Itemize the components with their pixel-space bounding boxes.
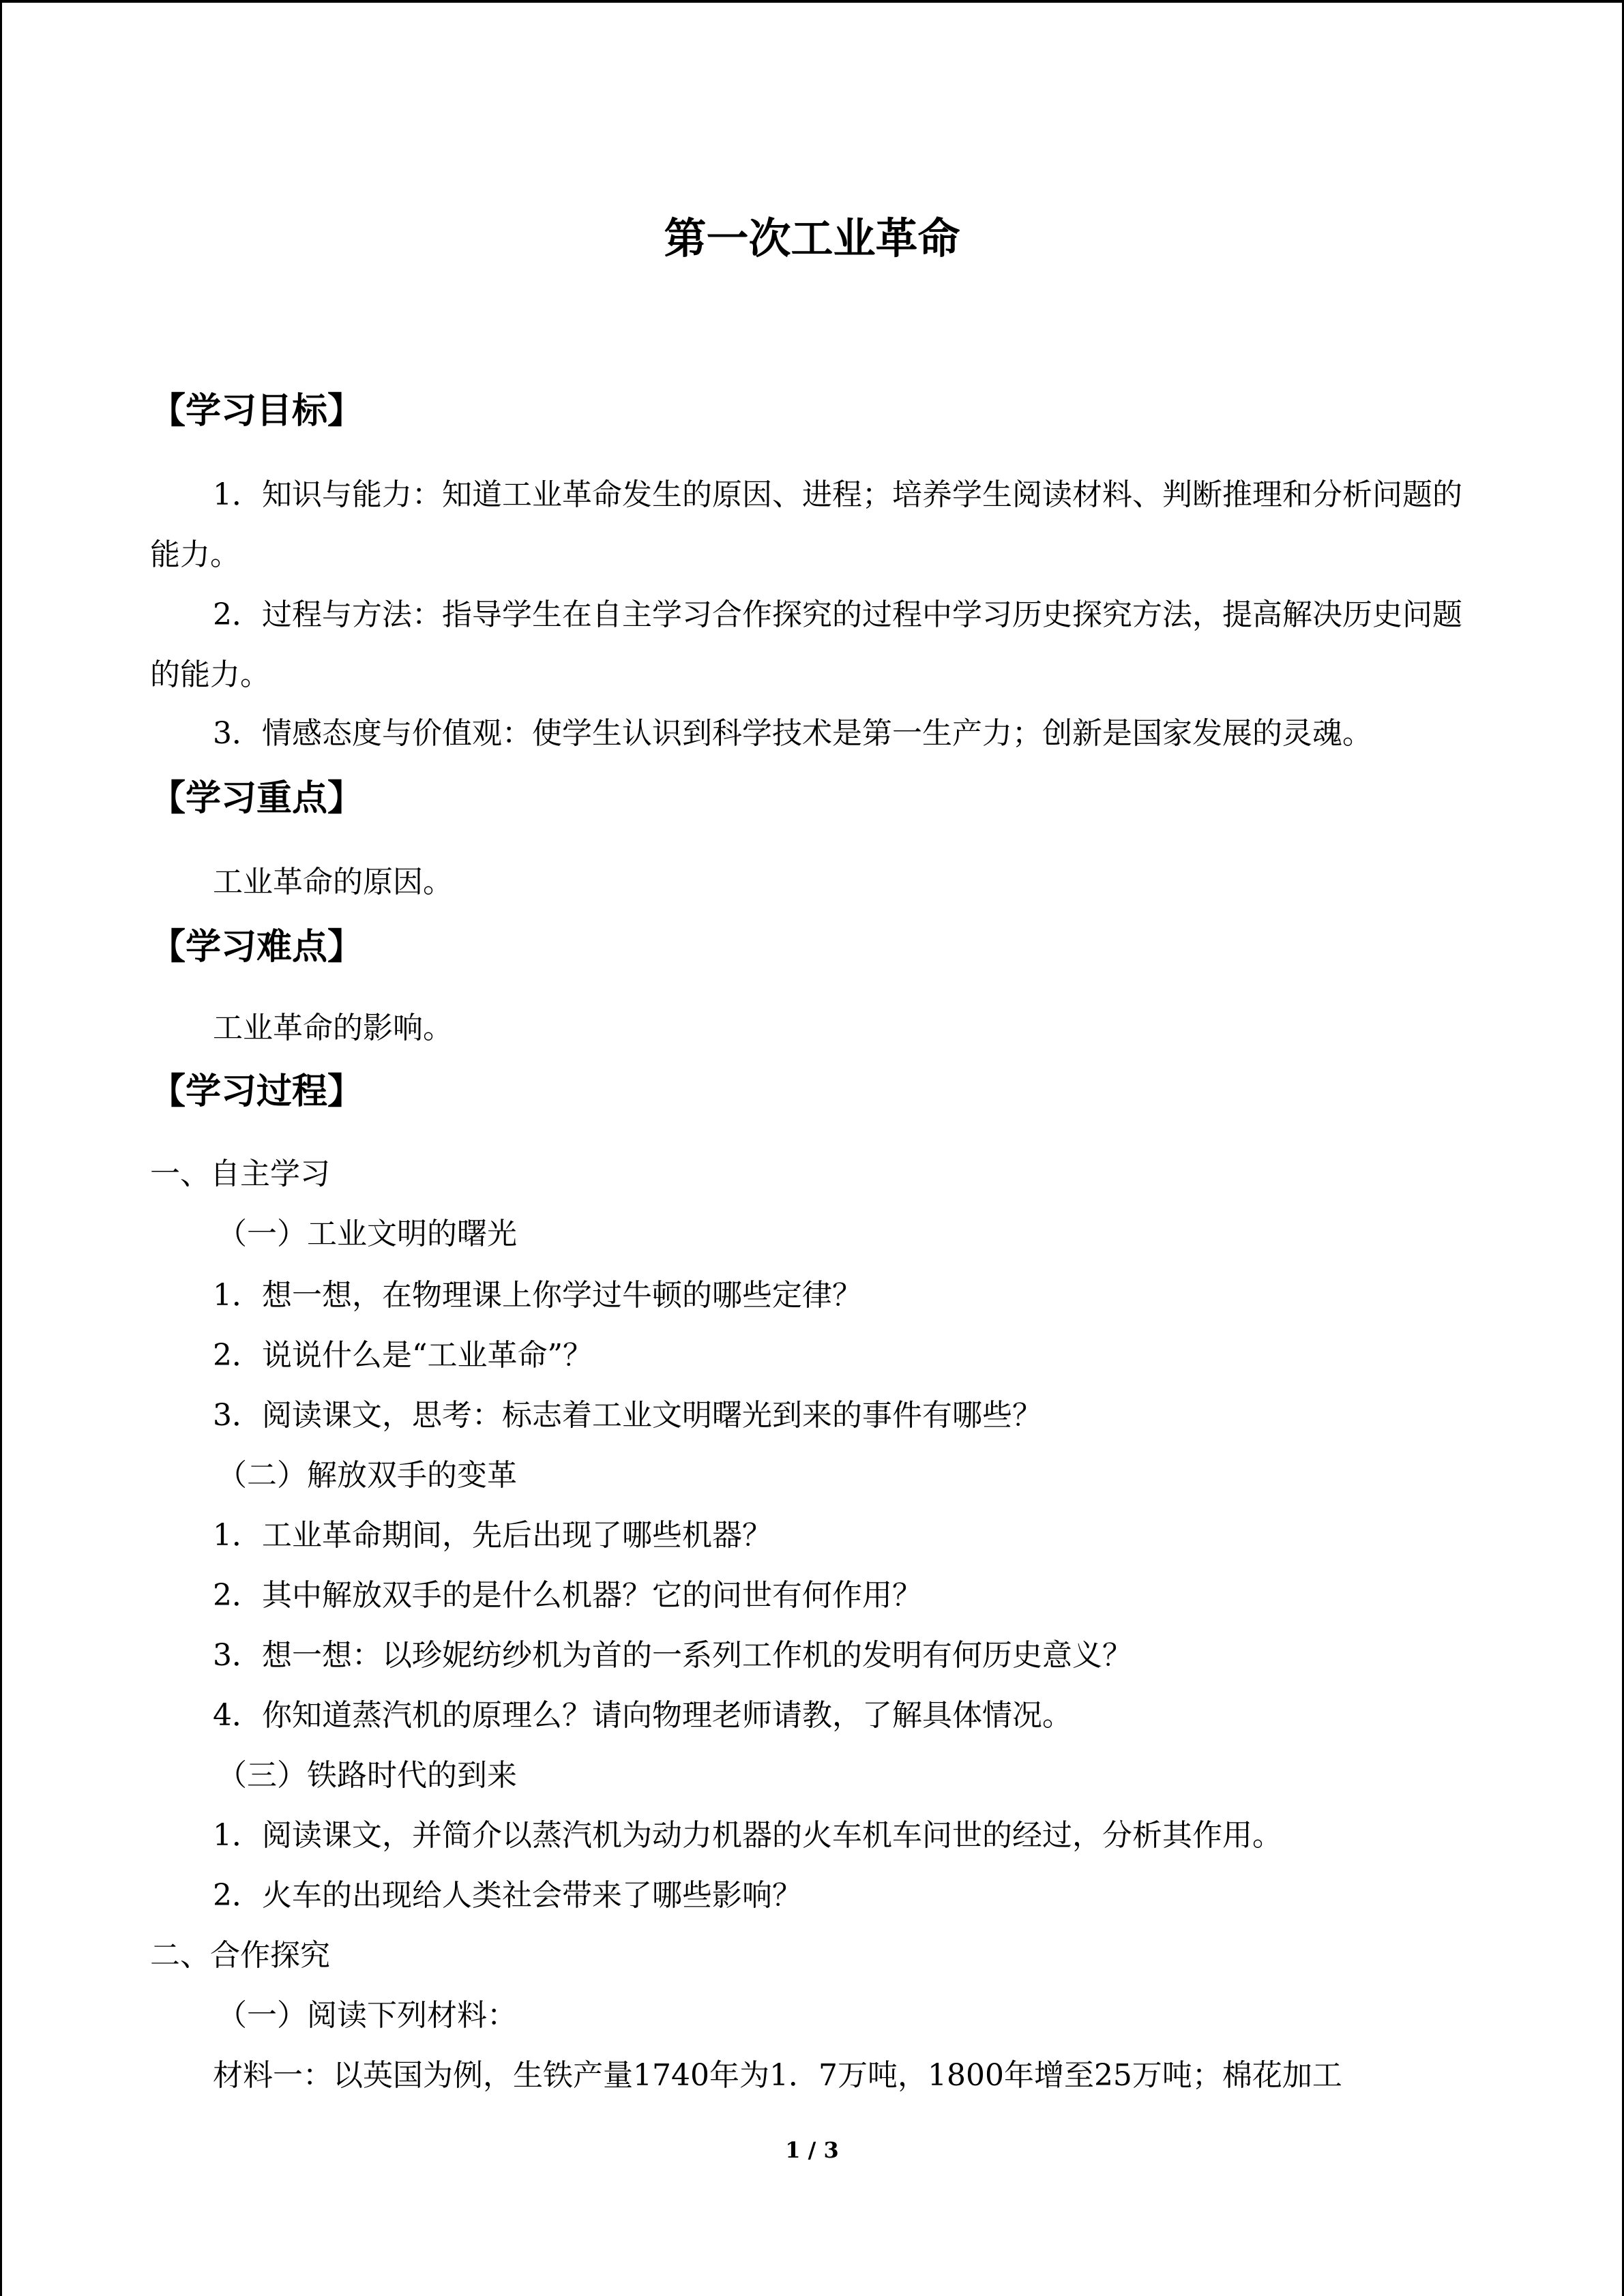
objective-item-1: 1．知识与能力：知道工业革命发生的原因、进程；培养学生阅读材料、判断推理和分析问题的能力。 [150, 477, 1462, 572]
page-number: 1 / 3 [785, 2137, 839, 2163]
list-item: 1．阅读课文，并简介以蒸汽机为动力机器的火车机车问世的经过，分析其作用。 [213, 1818, 1282, 1853]
heading-difficulties: 【学习难点】 [150, 927, 364, 968]
list-item: 1．工业革命期间，先后出现了哪些机器？ [213, 1518, 772, 1553]
list-item: 1．想一想，在物理课上你学过牛顿的哪些定律？ [213, 1278, 862, 1313]
part1-title: 一、自主学习 [150, 1157, 330, 1191]
part2-title: 二、合作探究 [150, 1938, 330, 1973]
list-item: 2．其中解放双手的是什么机器？它的问世有何作用？ [213, 1578, 922, 1613]
objective-item-3: 3．情感态度与价值观：使学生认识到科学技术是第一生产力；创新是国家发展的灵魂。 [213, 716, 1372, 751]
part2-sub1-title: （一）阅读下列材料： [217, 1998, 517, 2033]
list-item: 4．你知道蒸汽机的原理么？请向物理老师请教，了解具体情况。 [213, 1698, 1072, 1733]
material-1: 材料一：以英国为例，生铁产量1740年为1．7万吨，1800年增至25万吨；棉花加工 [213, 2058, 1342, 2093]
heading-objectives: 【学习目标】 [150, 391, 364, 432]
objective-item-2: 2．过程与方法：指导学生在自主学习合作探究的过程中学习历史探究方法，提高解决历史问题的能力。 [150, 597, 1462, 692]
difficulties-text: 工业革命的影响。 [213, 1011, 453, 1045]
list-item: 2．说说什么是“工业革命”？ [213, 1338, 593, 1373]
part1-sub3-title: （三）铁路时代的到来 [217, 1758, 517, 1793]
part1-sub2-title: （二）解放双手的变革 [217, 1458, 517, 1493]
key-points-text: 工业革命的原因。 [213, 865, 453, 899]
heading-key-points: 【学习重点】 [150, 778, 364, 819]
list-item: 3．阅读课文，思考：标志着工业文明曙光到来的事件有哪些？ [213, 1398, 1042, 1433]
list-item: 2．火车的出现给人类社会带来了哪些影响？ [213, 1878, 802, 1913]
heading-process: 【学习过程】 [150, 1071, 364, 1112]
part1-sub1-title: （一）工业文明的曙光 [217, 1217, 517, 1251]
list-item: 3．想一想：以珍妮纺纱机为首的一系列工作机的发明有何历史意义？ [213, 1638, 1132, 1673]
document-title: 第一次工业革命 [664, 213, 960, 263]
page-border-top [0, 0, 1624, 3]
page-border-left [0, 0, 2, 2296]
